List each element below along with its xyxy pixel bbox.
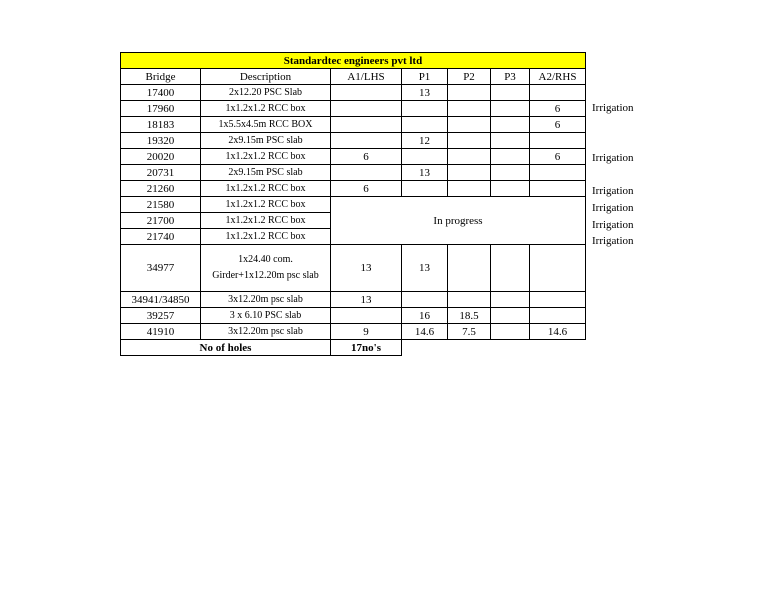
- description-cell: 1x1.2x1.2 RCC box: [201, 213, 331, 229]
- description-cell: 1x1.2x1.2 RCC box: [201, 101, 331, 117]
- description-cell: 2x12.20 PSC Slab: [201, 85, 331, 101]
- table-row: [121, 292, 586, 308]
- total-row: [121, 340, 586, 356]
- header-a1-lhs: A1/LHS: [331, 69, 402, 85]
- bridge-cell: 20020: [121, 149, 201, 165]
- table-row: [121, 324, 586, 340]
- description-cell: 3x12.20m psc slab: [201, 324, 331, 340]
- a2-cell: [530, 181, 586, 197]
- a1-cell: 13: [331, 292, 402, 308]
- p1-cell: 13: [402, 165, 448, 181]
- description-line-2: Girder+1x12.20m psc slab: [212, 270, 319, 281]
- a2-cell: 6: [530, 101, 586, 117]
- p2-cell: [448, 133, 491, 149]
- p1-cell: [402, 292, 448, 308]
- a1-cell: [331, 101, 402, 117]
- p1-cell: 13: [402, 85, 448, 101]
- note-21260: Irrigation: [592, 185, 634, 197]
- a2-cell: [530, 245, 586, 292]
- a1-cell: [331, 165, 402, 181]
- p2-cell: [448, 101, 491, 117]
- header-a2-rhs: A2/RHS: [530, 69, 586, 85]
- note-17960: Irrigation: [592, 102, 634, 114]
- bridge-cell: 34977: [121, 245, 201, 292]
- table-row: [121, 197, 586, 213]
- p3-cell: [491, 245, 530, 292]
- p2-cell: 7.5: [448, 324, 491, 340]
- a2-cell: [530, 85, 586, 101]
- bridge-cell: 34941/34850: [121, 292, 201, 308]
- table-row: [121, 308, 586, 324]
- description-cell: 1x5.5x4.5m RCC BOX: [201, 117, 331, 133]
- table-row: [121, 181, 586, 197]
- note-20020: Irrigation: [592, 152, 634, 164]
- description-cell: 2x9.15m PSC slab: [201, 133, 331, 149]
- header-description: Description: [201, 69, 331, 85]
- p3-cell: [491, 292, 530, 308]
- p3-cell: [491, 165, 530, 181]
- description-cell: [201, 245, 331, 292]
- in-progress-cell: In progress: [331, 197, 586, 245]
- bridge-cell: 17400: [121, 85, 201, 101]
- p3-cell: [491, 133, 530, 149]
- table-row: [121, 117, 586, 133]
- p1-cell: 12: [402, 133, 448, 149]
- bridge-cell: 21580: [121, 197, 201, 213]
- description-cell: 2x9.15m PSC slab: [201, 165, 331, 181]
- p3-cell: [491, 117, 530, 133]
- description-cell: 1x1.2x1.2 RCC box: [201, 197, 331, 213]
- total-label: No of holes: [121, 340, 331, 356]
- table-row: [121, 149, 586, 165]
- description-cell: 1x1.2x1.2 RCC box: [201, 149, 331, 165]
- bridge-cell: 17960: [121, 101, 201, 117]
- a1-cell: 6: [331, 149, 402, 165]
- a2-cell: 6: [530, 117, 586, 133]
- a1-cell: [331, 117, 402, 133]
- p3-cell: [491, 181, 530, 197]
- title-row: [121, 53, 586, 69]
- a2-cell: [530, 308, 586, 324]
- table-row: [121, 245, 586, 292]
- p2-cell: [448, 117, 491, 133]
- a1-cell: [331, 133, 402, 149]
- total-value: 17no's: [331, 340, 402, 356]
- p3-cell: [491, 101, 530, 117]
- a1-cell: 6: [331, 181, 402, 197]
- bridge-cell: 21740: [121, 229, 201, 245]
- bridge-cell: 39257: [121, 308, 201, 324]
- header-row: [121, 69, 586, 85]
- table-row: [121, 133, 586, 149]
- p1-cell: 16: [402, 308, 448, 324]
- table-row: [121, 85, 586, 101]
- a2-cell: [530, 292, 586, 308]
- note-21580: Irrigation: [592, 202, 634, 214]
- header-p1: P1: [402, 69, 448, 85]
- table-row: [121, 165, 586, 181]
- p3-cell: [491, 149, 530, 165]
- a2-cell: 14.6: [530, 324, 586, 340]
- description-cell: 1x1.2x1.2 RCC box: [201, 181, 331, 197]
- a1-cell: [331, 85, 402, 101]
- a2-cell: [530, 133, 586, 149]
- header-p3: P3: [491, 69, 530, 85]
- p3-cell: [491, 308, 530, 324]
- p1-cell: [402, 117, 448, 133]
- p2-cell: 18.5: [448, 308, 491, 324]
- bridge-table: [120, 52, 586, 356]
- bridge-cell: 19320: [121, 133, 201, 149]
- table-title: Standardtec engineers pvt ltd: [121, 53, 586, 69]
- bridge-cell: 41910: [121, 324, 201, 340]
- bridge-cell: 20731: [121, 165, 201, 181]
- table-row: [121, 101, 586, 117]
- p1-cell: 14.6: [402, 324, 448, 340]
- header-p2: P2: [448, 69, 491, 85]
- description-cell: 3x12.20m psc slab: [201, 292, 331, 308]
- a1-cell: [331, 308, 402, 324]
- p3-cell: [491, 85, 530, 101]
- p1-cell: [402, 149, 448, 165]
- bridge-cell: 21260: [121, 181, 201, 197]
- a2-cell: [530, 165, 586, 181]
- p3-cell: [491, 324, 530, 340]
- p1-cell: [402, 181, 448, 197]
- p2-cell: [448, 149, 491, 165]
- total-spacer: [402, 340, 586, 356]
- description-line-1: 1x24.40 com.: [238, 254, 293, 265]
- p2-cell: [448, 85, 491, 101]
- a2-cell: 6: [530, 149, 586, 165]
- p1-cell: [402, 101, 448, 117]
- description-cell: 3 x 6.10 PSC slab: [201, 308, 331, 324]
- p1-cell: 13: [402, 245, 448, 292]
- note-21700: Irrigation: [592, 219, 634, 231]
- p2-cell: [448, 165, 491, 181]
- p2-cell: [448, 292, 491, 308]
- header-bridge: Bridge: [121, 69, 201, 85]
- bridge-cell: 18183: [121, 117, 201, 133]
- p2-cell: [448, 245, 491, 292]
- note-21740: Irrigation: [592, 235, 634, 247]
- bridge-cell: 21700: [121, 213, 201, 229]
- a1-cell: 13: [331, 245, 402, 292]
- p2-cell: [448, 181, 491, 197]
- a1-cell: 9: [331, 324, 402, 340]
- description-cell: 1x1.2x1.2 RCC box: [201, 229, 331, 245]
